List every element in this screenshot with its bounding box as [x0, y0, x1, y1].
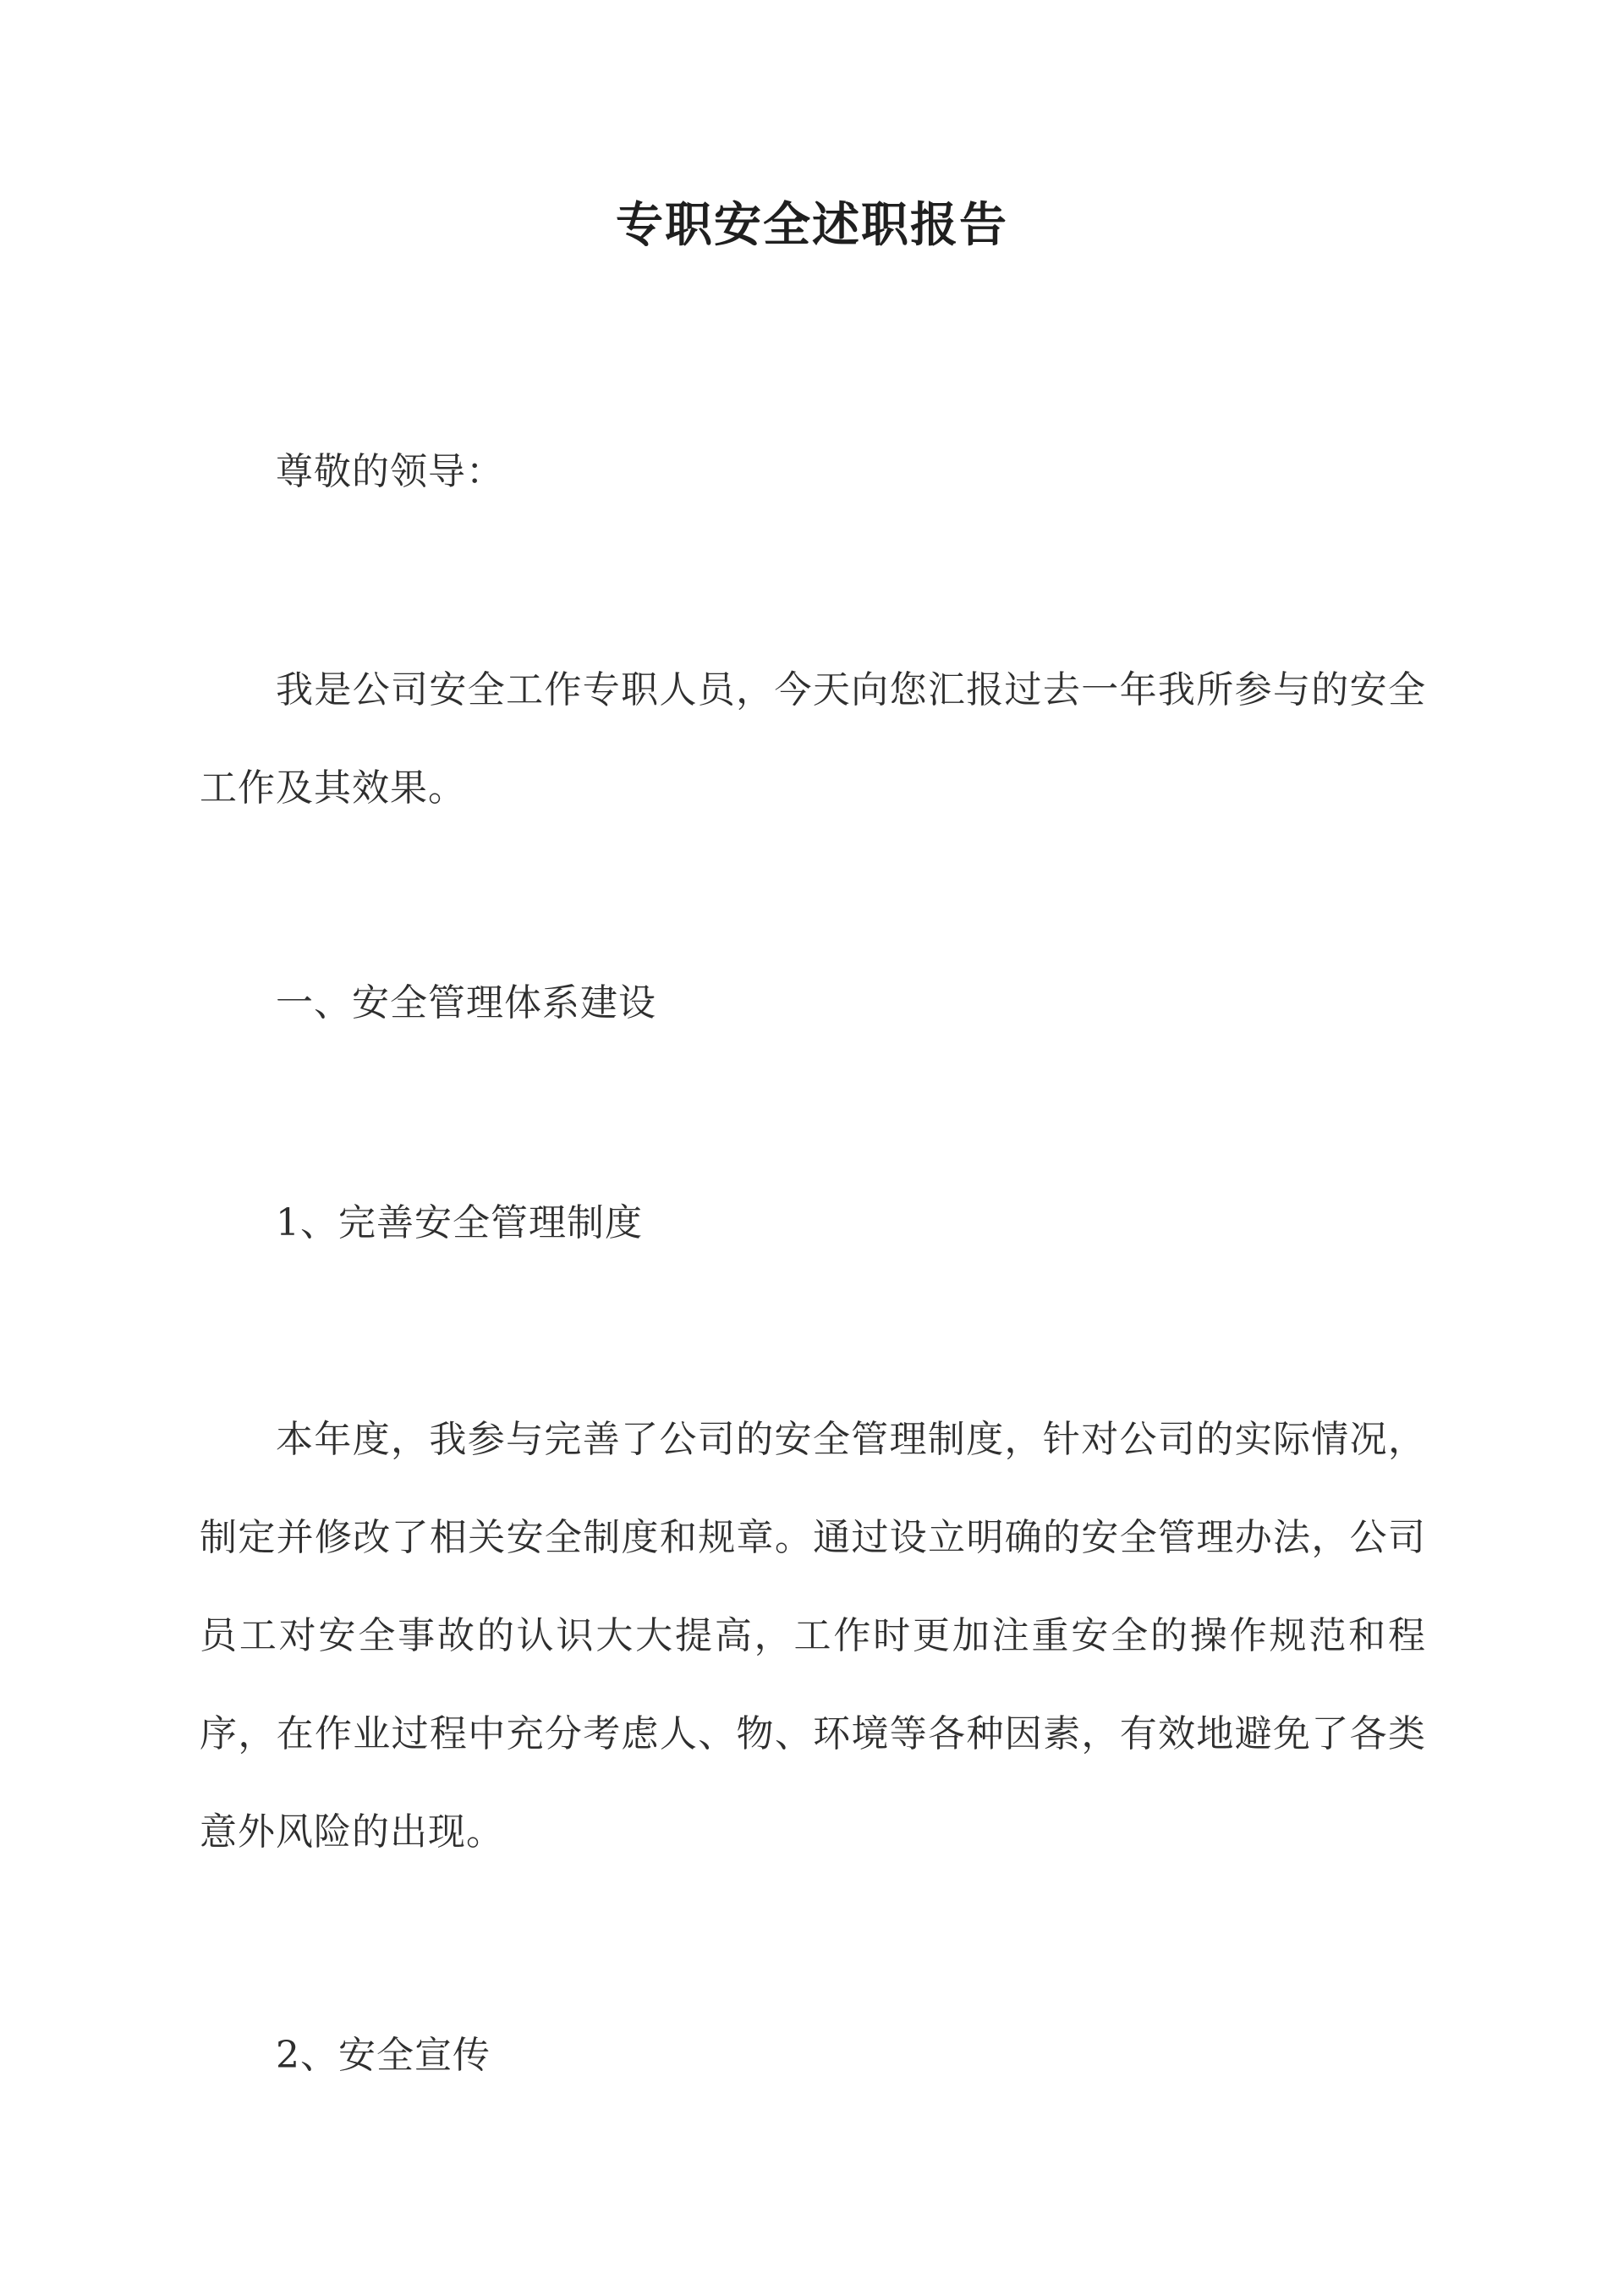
- item-heading-1: 1、完善安全管理制度: [276, 1201, 643, 1244]
- item-heading-2: 2、安全宣传: [276, 2034, 491, 2077]
- salutation: 尊敬的领导：: [276, 450, 504, 493]
- intro-paragraph: 我是公司安全工作专职人员，今天向您汇报过去一年我所参与的安全工作及其效果。: [200, 668, 1426, 810]
- section-heading-1: 一、安全管理体系建设: [276, 981, 656, 1024]
- document-title: 专职安全述职报告: [616, 197, 1008, 253]
- item-1-paragraph: 本年度，我参与完善了公司的安全管理制度，针对公司的实际情况，制定并修改了相关安全制度和规章。通过设立明确的安全管理办法，公司员工对安全事故的认识大大提高，工作时更加注重安全的操作规范和程序，在作业过程中充分考虑人、物、环境等各种因素，有效地避免了各类意外风险的出现。: [200, 1418, 1426, 1854]
